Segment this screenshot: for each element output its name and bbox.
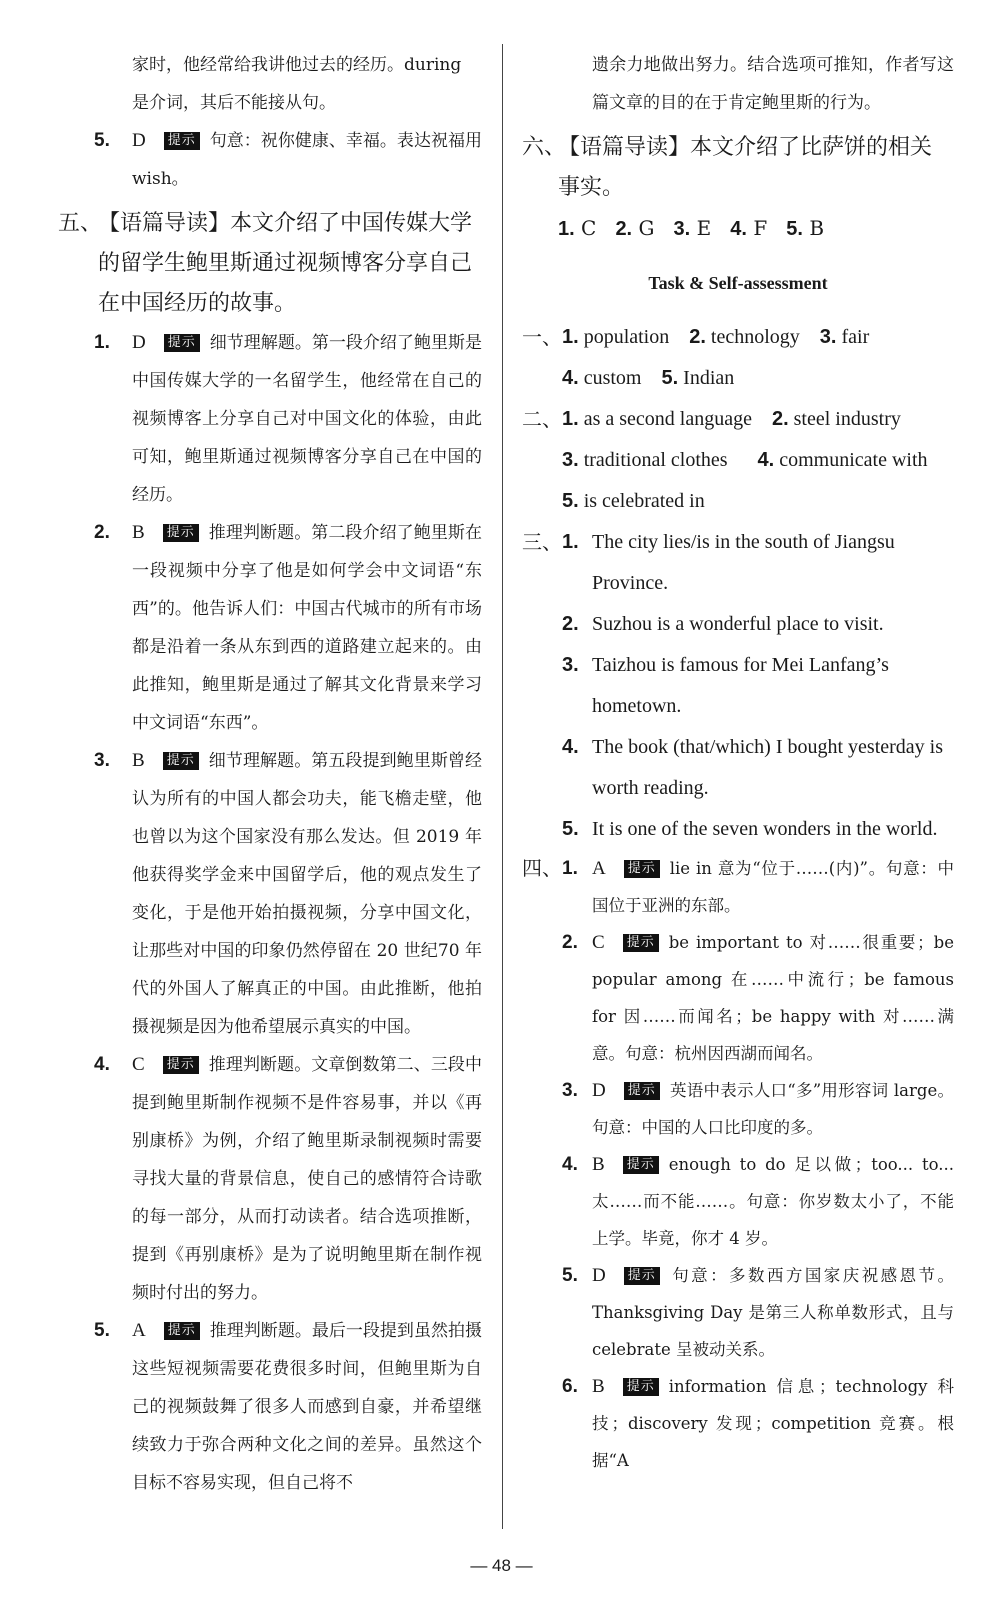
item-number: 6. [562, 1376, 578, 1397]
item-number: 1. [562, 408, 579, 430]
item-answer: B [132, 522, 145, 543]
answer-number: 2. [615, 218, 633, 240]
item-text: steel industry [793, 408, 901, 430]
section-label: 六、 [522, 135, 567, 160]
item-explanation: 句意：祝你健康、幸福。表达祝福用 wish。 [132, 131, 482, 189]
left-column [58, 46, 482, 1502]
item-answer: C [592, 932, 605, 953]
item-number: 5. [94, 1320, 110, 1341]
task-title: Task & Self-assessment [648, 273, 828, 293]
prev-cont-line-2: 是介词，其后不能接从句。 [132, 93, 336, 113]
part-1 [522, 317, 954, 399]
s5-item-3 [62, 742, 482, 1046]
sentence-2 [522, 604, 954, 645]
sentence-1 [522, 522, 954, 604]
item-text: is celebrated in [583, 490, 705, 512]
hint-label: 提示 [624, 1082, 660, 1100]
hint-label: 提示 [623, 1378, 659, 1396]
item-number: 4. [562, 1154, 578, 1175]
item-answer: D [132, 332, 146, 353]
item-explanation: 推理判断题。最后一段提到虽然拍摄这些短视频需要花费很多时间，但鲍里斯为自己的视频鼓舞了很多人而感到自豪，并希望继续致力于弥合两种文化之间的差异。虽然这个目标不容易实现，但自己将不 [132, 1321, 482, 1493]
item-number: 2. [562, 613, 579, 635]
item-number: 5. [562, 1265, 578, 1286]
p4-item-1 [522, 850, 954, 924]
item-number: 3. [562, 654, 579, 676]
item-number: 1. [562, 858, 578, 879]
item-text: population [583, 326, 670, 348]
p4-item-4 [522, 1146, 954, 1257]
item-number: 2. [689, 326, 706, 348]
p4-item-6 [522, 1368, 954, 1479]
prev-cont-text: 遗余力地做出努力。结合选项可推知，作者写这篇文章的目的在于肯定鲍里斯的行为。 [592, 55, 954, 113]
item-explanation: 细节理解题。第五段提到鲍里斯曾经认为所有的中国人都会功夫，能飞檐走壁，他也曾以为这个国家没有那么发达。但 2019 年他获得奖学金来中国留学后，他的观点发生了变化，于是他开始拍摄视频，分享中国文化，让那些对中国的印象仍然停留在 20 世纪70 年代的外国人了解真正的中国。由此推断，他拍摄视频是因为他希望展示真实的中国。 [132, 751, 482, 1037]
item-text: traditional clothes [583, 449, 728, 471]
item-text: The book (that/which) I bought yesterday is worth reading. [592, 736, 944, 799]
item-number: 5. [562, 818, 579, 840]
item-number: 2. [562, 932, 578, 953]
p4-item-3 [522, 1072, 954, 1146]
part-label: 三、 [522, 530, 562, 554]
part-3 [522, 522, 954, 850]
hint-label: 提示 [163, 1056, 199, 1074]
section-title: 【语篇导读】 [558, 135, 691, 160]
s5-item-1 [62, 324, 482, 514]
part-2 [522, 399, 954, 522]
item-text: communicate with [779, 449, 928, 471]
item-text: as a second language [583, 408, 752, 430]
item-text: Indian [683, 367, 735, 389]
item-text: custom [583, 367, 642, 389]
item-text: Suzhou is a wonderful place to visit. [592, 613, 884, 635]
item-explanation: lie in 意为“位于……(内)”。句意：中国位于亚洲的东部。 [592, 859, 954, 915]
item-text: It is one of the seven wonders in the world. [592, 818, 938, 840]
item-number: 3. [94, 750, 110, 771]
p4-item-5 [522, 1257, 954, 1368]
s5-item-2 [62, 514, 482, 742]
part-4 [522, 850, 954, 1479]
item-explanation: information 信息；technology 科技；discovery 发现；competition 竞赛。根据“A [592, 1377, 954, 1470]
answer-number: 3. [673, 218, 691, 240]
s5-item-4 [62, 1046, 482, 1312]
item-number: 5. [94, 130, 110, 151]
hint-label: 提示 [164, 334, 200, 352]
item-answer: B [592, 1154, 605, 1175]
item-number: 4. [562, 736, 579, 758]
part-label: 二、 [522, 407, 562, 431]
right-column [522, 46, 954, 1479]
answer-letter: G [638, 216, 655, 240]
part-label: 一、 [522, 325, 562, 349]
item-number: 4. [757, 449, 775, 471]
item-text: fair [841, 326, 870, 348]
item-answer: A [132, 1320, 146, 1341]
item-explanation: 推理判断题。第二段介绍了鲍里斯在一段视频中分享了他是如何学会中文词语“东西”的。他告诉人们：中国古代城市的所有市场都是沿着一条从东到西的道路建立起来的。由此推知，鲍里斯是通过了解其文化背景来学习中文词语“东西”。 [132, 523, 482, 733]
hint-label: 提示 [624, 1267, 660, 1285]
item-number: 2. [771, 408, 789, 430]
section-5 [58, 204, 482, 324]
item-explanation: 细节理解题。第一段介绍了鲍里斯是中国传媒大学的一名留学生，他经常在自己的视频博客上分享自己对中国文化的体验，由此可知，鲍里斯通过视频博客分享自己在中国的经历。 [132, 333, 482, 505]
section-6 [522, 128, 954, 208]
answer-letter: B [809, 216, 825, 240]
p4-item-2 [522, 924, 954, 1072]
hint-label: 提示 [623, 934, 659, 952]
hint-label: 提示 [623, 1156, 659, 1174]
section-intro: 本文介绍了比萨饼的相关事实。 [558, 135, 933, 200]
prev-cont-line-1: 家时，他经常给我讲他过去的经历。during [132, 55, 462, 75]
item-number: 2. [94, 522, 110, 543]
item-number: 3. [819, 326, 837, 348]
item-explanation: 英语中表示人口“多”用形容词 large。句意：中国的人口比印度的多。 [592, 1081, 954, 1137]
sentence-3 [522, 645, 954, 727]
hint-label: 提示 [164, 1322, 200, 1340]
item-number: 1. [94, 332, 110, 353]
item-answer: C [132, 1054, 145, 1075]
item-explanation: 推理判断题。文章倒数第二、三段中提到鲍里斯制作视频不是件容易事，并以《再别康桥》为例，介绍了鲍里斯录制视频时需要寻找大量的背景信息，使自己的感情符合诗歌的每一部分，从而打动读者。结合选项推断，提到《再别康桥》是为了说明鲍里斯在制作视频时付出的努力。 [132, 1055, 482, 1303]
item-number: 5. [562, 490, 579, 512]
item-explanation: enough to do 足以做；too... to... 太……而不能……。句意：你岁数太小了，不能上学。毕竟，你才 4 岁。 [592, 1155, 954, 1248]
sentence-5 [522, 809, 954, 850]
answer-letter: F [753, 216, 768, 240]
item-number: 3. [562, 449, 579, 471]
item-answer: B [132, 750, 145, 771]
answer-letter: C [581, 216, 597, 240]
item-text: Taizhou is famous for Mei Lanfang’s hometown. [592, 654, 889, 717]
answer-letter: E [696, 216, 712, 240]
answer-number: 5. [786, 218, 803, 240]
hint-label: 提示 [163, 752, 199, 770]
item-number: 3. [562, 1080, 578, 1101]
item-number: 4. [562, 367, 579, 389]
hint-label: 提示 [624, 860, 660, 878]
section-label: 五、 [58, 211, 103, 236]
part-label: 四、 [522, 856, 562, 880]
item-explanation: 句意：多数西方国家庆祝感恩节。Thanksgiving Day 是第三人称单数形式，且与 celebrate 呈被动关系。 [592, 1266, 954, 1359]
item-answer: D [592, 1080, 606, 1101]
page-number: — 48 — [470, 1556, 533, 1575]
item-answer: B [592, 1376, 605, 1397]
item-text: The city lies/is in the south of Jiangsu Province. [592, 531, 895, 594]
section-6-answers [522, 208, 954, 249]
item-number: 1. [562, 326, 579, 348]
column-divider [502, 44, 503, 1529]
hint-label: 提示 [163, 524, 199, 542]
item-explanation: be important to 对……很重要；be popular among 在……中流行；be famous for 因……而闻名；be happy with 对……满意。句意：杭州因西湖而闻名。 [592, 933, 954, 1063]
item-number: 4. [94, 1054, 110, 1075]
answer-number: 4. [730, 218, 747, 240]
prev-item-5 [62, 122, 482, 198]
sentence-4 [522, 727, 954, 809]
s5-item-5 [62, 1312, 482, 1502]
item-number: 1. [562, 531, 579, 553]
hint-label: 提示 [164, 132, 200, 150]
item-answer: D [592, 1265, 606, 1286]
section-title: 【语篇导读】 [98, 211, 231, 236]
answer-number: 1. [558, 218, 575, 240]
item-answer: D [132, 130, 146, 151]
item-number: 5. [661, 367, 679, 389]
item-answer: A [592, 858, 606, 879]
item-text: technology [710, 326, 800, 348]
section-intro: 本文介绍了中国传媒大学的留学生鲍里斯通过视频博客分享自己在中国经历的故事。 [98, 211, 473, 316]
